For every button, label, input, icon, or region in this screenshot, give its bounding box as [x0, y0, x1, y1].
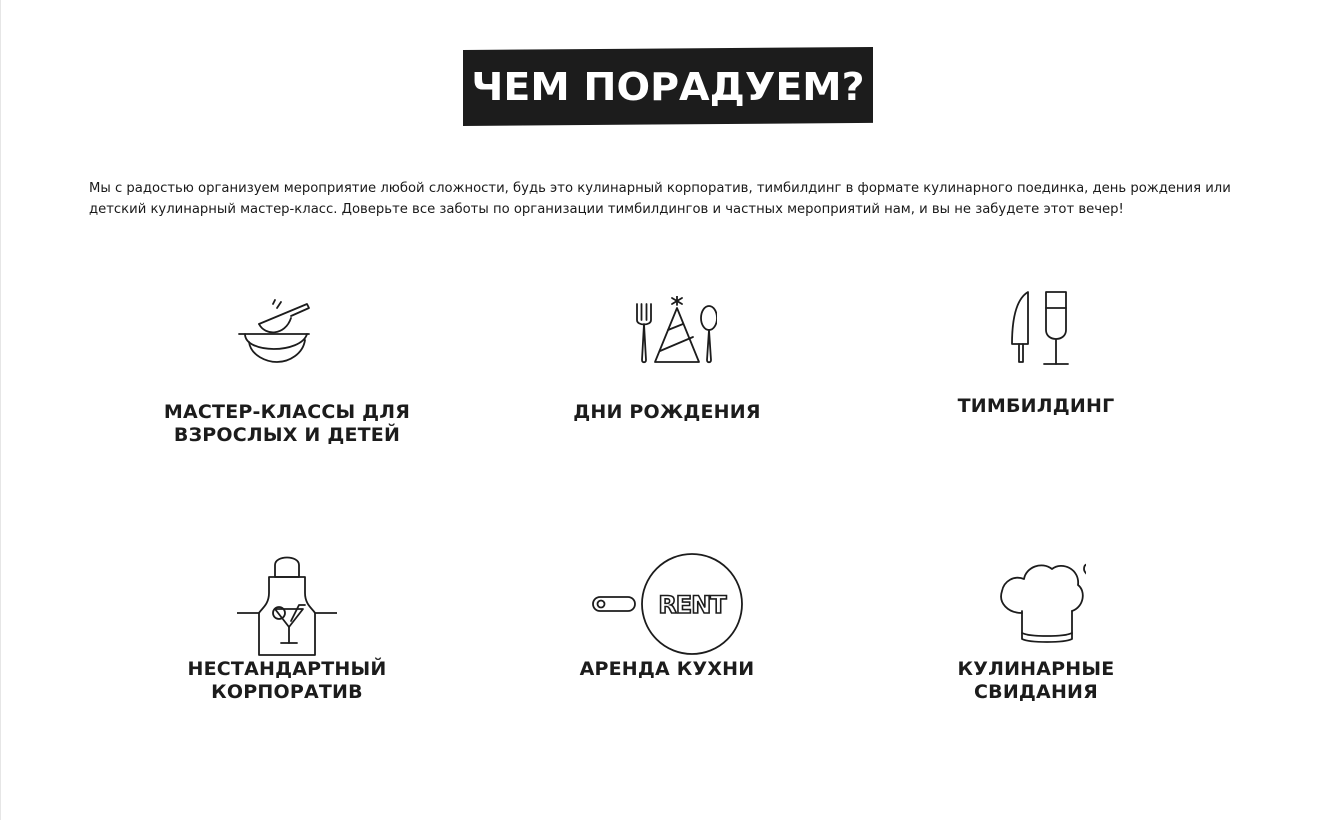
service-label: НЕСТАНДАРТНЫЙ КОРПОРАТИВ — [187, 658, 387, 703]
service-label: АРЕНДА КУХНИ — [579, 658, 755, 680]
section-heading — [463, 47, 873, 126]
service-label: ДНИ РОЖДЕНИЯ — [573, 401, 761, 423]
apron-cocktail-icon — [237, 553, 337, 663]
service-label: КУЛИНАРНЫЕ СВИДАНИЯ — [957, 658, 1115, 703]
knife-glass-icon — [986, 290, 1086, 400]
birthday-party-icon — [617, 296, 717, 406]
section-title: ЧЕМ ПОРАДУЕМ? — [471, 64, 865, 109]
service-label: ТИМБИЛДИНГ — [957, 395, 1115, 417]
page-edge — [0, 0, 1, 820]
rent-text: RENT — [658, 591, 726, 619]
section-description: Мы с радостью организуем мероприятие любой сложности, будь это кулинарный корпоратив, тимбилдинг в формате кулинарного поединка, день рождения или детский кулинарный мастер-класс. Доверьте все заботы по организации тимбилдингов и частных мероприятий нам, и вы не забудете этот вечер! — [89, 181, 1231, 217]
service-label: МАСТЕР-КЛАССЫ ДЛЯ ВЗРОСЛЫХ И ДЕТЕЙ — [163, 401, 411, 446]
rent-pan-icon — [591, 553, 743, 663]
cooking-bowl-icon — [237, 296, 337, 406]
chef-hat-heart-icon — [986, 553, 1086, 663]
